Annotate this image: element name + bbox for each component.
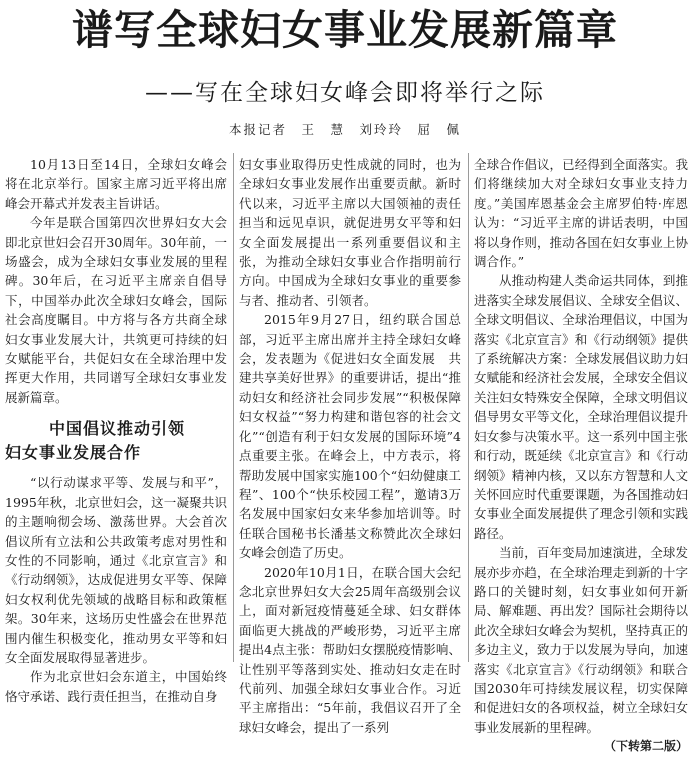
paragraph: 从推动构建人类命运共同体，到推进落实全球发展倡议、全球安全倡议、全球文明倡议、全球治理倡议，中国为落实《北京宣言》和《行动纲领》提供了系统解决方案：全球发展倡议助力妇女赋能和经济社会发展，全球安全倡议关注妇女特殊安全保障，全球文明倡议倡导男女平等文化，全球治理倡议提升妇女参与决策水平。这一系列中国主张和行动，既延续《北京宣言》和《行动纲领》精神内核，又以东方智慧和人文关怀回应时代重要课题，为各国推动妇女事业全面发展提供了理念引领和实践路径。 bbox=[474, 273, 688, 541]
article-column-2 bbox=[239, 155, 461, 735]
column-divider bbox=[233, 153, 234, 662]
section-title-line-1: 中国倡议推动引领 bbox=[49, 419, 186, 439]
article-column-1 bbox=[5, 155, 227, 704]
paragraph: 作为北京世妇会东道主，中国始终恪守承诺、践行责任担当，在推动自身 bbox=[5, 669, 227, 704]
article-column-3 bbox=[474, 155, 688, 754]
continued-on-page-note: （下转第二版） bbox=[603, 739, 688, 754]
section-title bbox=[5, 417, 227, 465]
paragraph-continued: 全球合作倡议，已经得到全面落实。我们将继续加大对全球妇女事业支持力度。”美国库恩基金会主席罗伯特·库恩认为：“习近平主席的讲话表明，中国将以身作则，推动各国在妇女事业上协调合作。” bbox=[474, 157, 688, 270]
paragraph: 今年是联合国第四次世界妇女大会即北京世妇会召开30周年。30年前，一场盛会，成为全球妇女事业发展的里程碑。30年后，在习近平主席亲自倡导下，中国举办此次全球妇女峰会，国际社会高度瞩目。中方将与各方共商全球妇女事业发展大计，共筑更可持续的妇女赋能平台，共促妇女在全球治理中发挥更大作用，共同谱写全球妇女事业发展新篇章。 bbox=[5, 215, 227, 405]
column-divider bbox=[468, 153, 469, 662]
paragraph: 当前，百年变局加速演进，全球发展亦步亦趋，在全球治理走到新的十字路口的关键时刻，妇女事业如何开新局、解难题、再出发？国际社会期待以此次全球妇女峰会为契机，坚持真正的多边主义，致力于以发展为导向，加速落实《北京宣言》《行动纲领》和联合国2030年可持续发展议程，切实保障和促进妇女的各项权益，树立全球妇女事业发展新的里程碑。 bbox=[474, 545, 688, 735]
paragraph: 2015年9月27日，纽约联合国总部，习近平主席出席并主持全球妇女峰会，发表题为《促进妇女全面发展 共建共享美好世界》的重要讲话，提出“推动妇女和经济社会同步发展”“积极保障妇女权益”“努力构建和谐包容的社会文化”“创造有利于妇女发展的国际环境”4点重要主张。在峰会上，中方表示，将帮助发展中国家实施100个“妇幼健康工程”、100个“快乐校园工程”，邀请3万名发展中国家妇女来华参加培训等。时任联合国秘书长潘基文称赞此次全球妇女峰会创造了历史。 bbox=[239, 312, 461, 561]
paragraph-continued: 妇女事业取得历史性成就的同时，也为全球妇女事业发展作出重要贡献。新时代以来，习近平主席以大国领袖的责任担当和远见卓识，就促进男女平等和妇女全面发展提出一系列重要倡议和主张，为推动全球妇女事业合作指明前行方向。中国成为全球妇女事业的重要参与者、推动者、引领者。 bbox=[239, 157, 461, 308]
article-headline: 谱写全球妇女事业发展新篇章 bbox=[72, 6, 618, 54]
article-subtitle: ——写在全球妇女峰会即将举行之际 bbox=[145, 80, 545, 106]
paragraph: 2020年10月1日，在联合国大会纪念北京世界妇女大会25周年高级别会议上，面对新冠疫情蔓延全球、妇女群体面临更大挑战的严峻形势，习近平主席提出4点主张：帮助妇女摆脱疫情影响、让性别平等落到实处、推动妇女走在时代前列、加强全球妇女事业合作。习近平主席指出：“5年前，我倡议召开了全球妇女峰会，提出了一系列 bbox=[239, 564, 461, 735]
section-title-line-2: 妇女事业发展合作 bbox=[5, 443, 142, 463]
article-byline: 本报记者 王 慧 刘玲玲 屈 佩 bbox=[228, 122, 461, 137]
paragraph: 10月13日至14日，全球妇女峰会将在北京举行。国家主席习近平将出席峰会开幕式并发表主旨讲话。 bbox=[5, 157, 227, 211]
paragraph: “以行动谋求平等、发展与和平”，1995年秋，北京世妇会，这一凝聚共识的主题响彻会场、激荡世界。大会首次倡议所有立法和公共政策考虑对男性和女性的不同影响，通过《北京宣言》和《行动纲领》，达成促进男女平等、保障妇女权利优先领域的战略目标和政策框架。30年来，这场历史性盛会在世界范围内催生积极变化，推动男女平等和妇女全面发展取得显著进步。 bbox=[5, 475, 227, 665]
